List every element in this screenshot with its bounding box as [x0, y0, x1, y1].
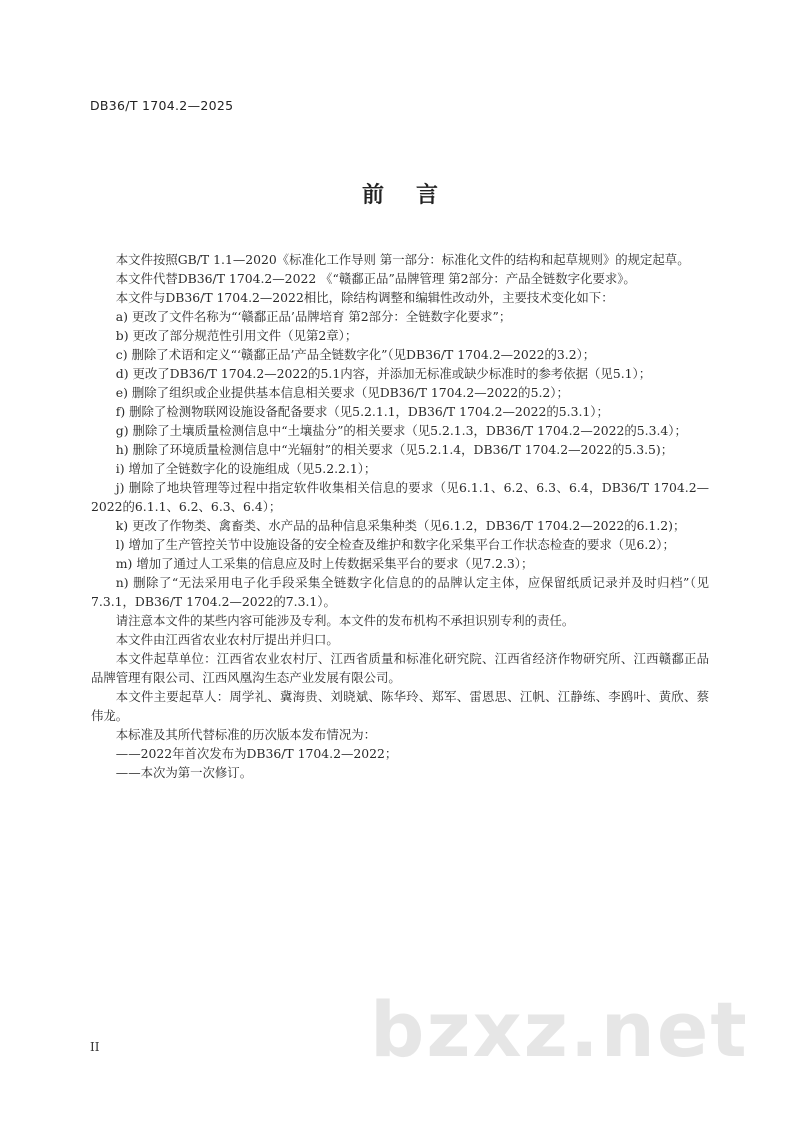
change-item-n: n) 删除了“无法采用电子化手段采集全链数字化信息的的品牌认定主体，应保留纸质记录并及时归档”（见7.3.1，DB36/T 1704.2—2022的7.3.1）。: [91, 575, 709, 609]
page-number: II: [90, 1040, 100, 1054]
change-item-b: b) 更改了部分规范性引用文件（见第2章）；: [115, 328, 358, 343]
page-title: 前言: [361, 183, 470, 208]
change-item-k: k) 更改了作物类、禽畜类、水产品的品种信息采集种类（见6.1.2，DB36/T 1704.2—2022的6.1.2)；: [115, 518, 686, 533]
change-item-m: m) 增加了通过人工采集的信息应及时上传数据采集平台的要求（见7.2.3）；: [115, 556, 534, 571]
drafting-units: 本文件起草单位：江西省农业农村厅、江西省质量和标准化研究院、江西省经济作物研究所、江西赣鄱正品品牌管理有限公司、江西风凰沟生态产业发展有限公司。: [91, 651, 709, 685]
document-body: [91, 250, 709, 782]
change-item-a: a) 更改了文件名称为“‘赣鄱正品’品牌培育 第2部分：全链数字化要求”；: [115, 309, 512, 324]
change-item-j: j) 删除了地块管理等过程中指定软件收集相关信息的要求（见6.1.1、6.2、6.3、6.4，DB36/T 1704.2—2022的6.1.1、6.2、6.3、6.4）；: [91, 480, 709, 514]
proposer-note: 本文件由江西省农业农村厅提出并归口。: [115, 632, 339, 647]
history-item: ——本次为第一次修订。: [115, 765, 253, 780]
document-code: DB36/T 1704.2—2025: [90, 98, 234, 113]
intro-paragraph: 本文件按照GB/T 1.1—2020《标准化工作导则 第一部分：标准化文件的结构和起草规则》的规定起草。: [115, 252, 690, 267]
patent-note: 请注意本文件的某些内容可能涉及专利。本文件的发布机构不承担识别专利的责任。: [115, 613, 575, 628]
watermark: bzxz.net: [370, 985, 749, 1074]
change-item-d: d) 更改了DB36/T 1704.2—2022的5.1内容，并添加无标准或缺少标准时的参考依据（见5.1）；: [115, 366, 652, 381]
change-item-i: i) 增加了全链数字化的设施组成（见5.2.2.1）；: [115, 461, 377, 476]
intro-paragraph: 本文件与DB36/T 1704.2—2022相比，除结构调整和编辑性改动外，主要技术变化如下：: [115, 290, 614, 305]
intro-paragraph: 本文件代替DB36/T 1704.2—2022 《“赣鄱正品”品牌管理 第2部分：产品全链数字化要求》。: [115, 271, 636, 286]
change-item-h: h) 删除了环境质量检测信息中“光辐射”的相关要求（见5.2.1.4，DB36/T 1704.2—2022的5.3.5)；: [115, 442, 674, 457]
change-item-f: f) 删除了检测物联网设施设备配备要求（见5.2.1.1，DB36/T 1704.2—2022的5.3.1）；: [115, 404, 609, 419]
change-item-l: l) 增加了生产管控关节中设施设备的安全检查及维护和数字化采集平台工作状态检查的要求（见6.2）；: [115, 537, 675, 552]
drafters: 本文件主要起草人：周学礼、冀海贵、刘晓斌、陈华玲、郑军、雷恩思、江帆、江静练、李鸥叶、黄欣、蔡伟龙。: [91, 689, 709, 723]
history-item: ——2022年首次发布为DB36/T 1704.2—2022；: [115, 746, 398, 761]
history-intro: 本标准及其所代替标准的历次版本发布情况为：: [115, 727, 376, 742]
change-item-e: e) 删除了组织或企业提供基本信息相关要求（见DB36/T 1704.2—2022的5.2）；: [115, 385, 569, 400]
change-item-c: c) 删除了术语和定义“‘赣鄱正品’产品全链数字化”（见DB36/T 1704.2—2022的3.2）；: [115, 347, 596, 362]
change-item-g: g) 删除了土壤质量检测信息中“土壤盐分”的相关要求（见5.2.1.3，DB36/T 1704.2—2022的5.3.4）；: [115, 423, 687, 438]
